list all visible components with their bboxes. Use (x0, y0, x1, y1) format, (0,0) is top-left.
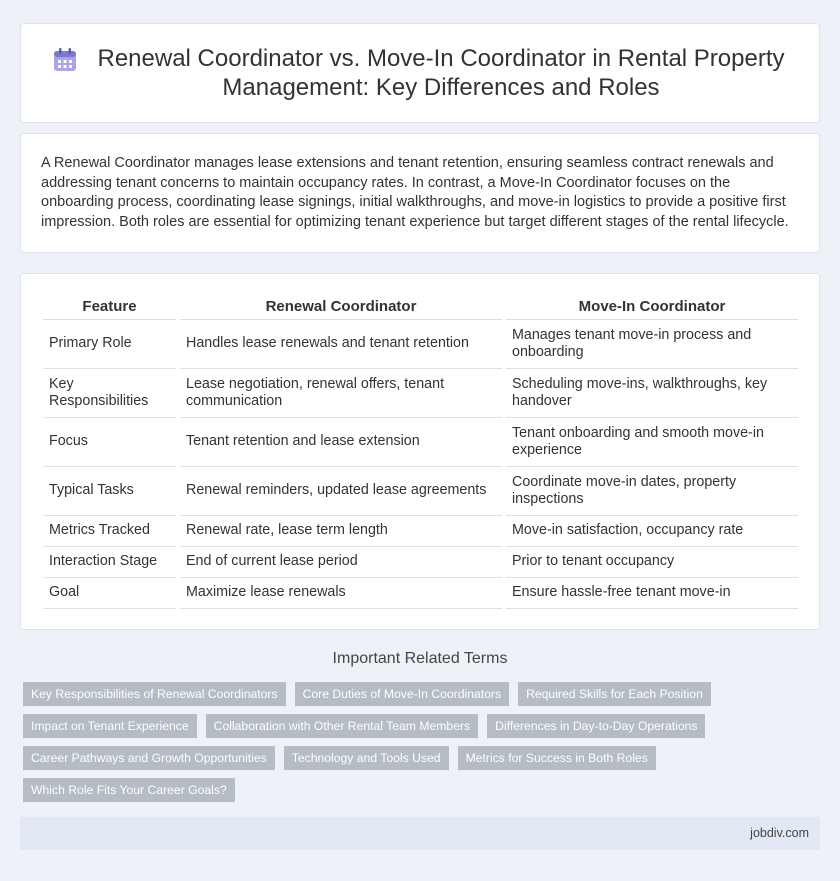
feature-cell: Goal (43, 578, 178, 609)
related-term-tag[interactable]: Career Pathways and Growth Opportunities (23, 746, 275, 770)
move-in-cell: Move-in satisfaction, occupancy rate (504, 516, 798, 547)
renewal-cell: Renewal rate, lease term length (178, 516, 504, 547)
renewal-cell: Maximize lease renewals (178, 578, 504, 609)
move-in-cell: Prior to tenant occupancy (504, 547, 798, 578)
table-row (43, 547, 798, 578)
related-term-tag[interactable]: Core Duties of Move-In Coordinators (295, 682, 509, 706)
header-move-in-coordinator: Move-In Coordinator (504, 296, 798, 320)
intro-text: A Renewal Coordinator manages lease extensions and tenant retention, ensuring seamless contract renewals and addressing tenant concerns to maintain occupancy rates. In contrast, a Move-In Coordinator focuses on the onboarding process, coordinating lease signings, initial walkthroughs, and move-in logistics to provide a positive first impression. Both roles are essential for optimizing tenant experience but target different stages of the rental lifecycle. (41, 155, 789, 230)
table-row (43, 578, 798, 609)
calendar-grid-icon (51, 46, 79, 74)
renewal-cell: End of current lease period (178, 547, 504, 578)
comparison-table (43, 296, 798, 609)
feature-cell: Key Responsibilities (43, 369, 178, 418)
comparison-card (20, 273, 820, 630)
table-row (43, 467, 798, 516)
related-terms-title: Important Related Terms (332, 650, 508, 667)
feature-cell: Typical Tasks (43, 467, 178, 516)
footer (20, 817, 820, 850)
feature-cell: Focus (43, 418, 178, 467)
table-row (43, 418, 798, 467)
table-row (43, 516, 798, 547)
table-header-row (43, 296, 798, 320)
feature-cell: Interaction Stage (43, 547, 178, 578)
renewal-cell: Tenant retention and lease extension (178, 418, 504, 467)
move-in-cell: Manages tenant move-in process and onboarding (504, 320, 798, 369)
feature-cell: Metrics Tracked (43, 516, 178, 547)
header-renewal-coordinator: Renewal Coordinator (178, 296, 504, 320)
move-in-cell: Ensure hassle-free tenant move-in (504, 578, 798, 609)
table-row (43, 320, 798, 369)
related-terms-list (23, 682, 813, 802)
move-in-cell: Tenant onboarding and smooth move-in experience (504, 418, 798, 467)
related-term-tag[interactable]: Which Role Fits Your Career Goals? (23, 778, 235, 802)
related-term-tag[interactable]: Differences in Day-to-Day Operations (487, 714, 705, 738)
renewal-cell: Lease negotiation, renewal offers, tenant communication (178, 369, 504, 418)
feature-cell: Primary Role (43, 320, 178, 369)
page-title: Renewal Coordinator vs. Move-In Coordinator in Rental Property Management: Key Differences and Roles (97, 45, 785, 101)
header-feature: Feature (43, 296, 178, 320)
move-in-cell: Coordinate move-in dates, property inspections (504, 467, 798, 516)
related-term-tag[interactable]: Key Responsibilities of Renewal Coordinators (23, 682, 286, 706)
renewal-cell: Handles lease renewals and tenant retention (178, 320, 504, 369)
table-row (43, 369, 798, 418)
move-in-cell: Scheduling move-ins, walkthroughs, key handover (504, 369, 798, 418)
related-term-tag[interactable]: Technology and Tools Used (284, 746, 449, 770)
renewal-cell: Renewal reminders, updated lease agreements (178, 467, 504, 516)
related-term-tag[interactable]: Collaboration with Other Rental Team Members (206, 714, 479, 738)
related-term-tag[interactable]: Metrics for Success in Both Roles (458, 746, 656, 770)
related-term-tag[interactable]: Impact on Tenant Experience (23, 714, 197, 738)
header-card (20, 23, 820, 123)
intro-card (20, 133, 820, 253)
site-link[interactable]: jobdiv.com (750, 826, 809, 840)
related-term-tag[interactable]: Required Skills for Each Position (518, 682, 711, 706)
